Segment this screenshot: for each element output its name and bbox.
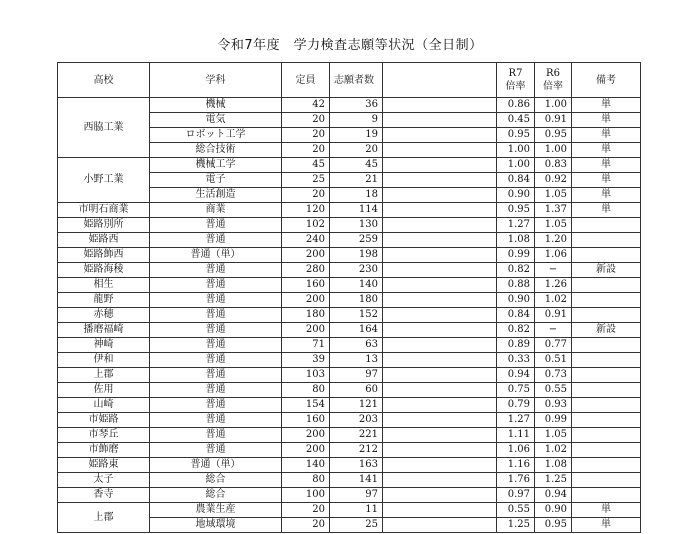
r6-ratio-cell: 0.99 xyxy=(535,413,572,428)
blank-cell xyxy=(383,428,497,443)
blank-cell xyxy=(383,188,497,203)
capacity-cell: 42 xyxy=(282,98,330,113)
note-cell: 単 xyxy=(572,518,641,533)
note-cell: 単 xyxy=(572,128,641,143)
applicants-cell: 121 xyxy=(330,398,383,413)
school-name: 市飾磨 xyxy=(58,443,150,458)
header-note: 備考 xyxy=(572,63,641,98)
school-name: 市明石商業 xyxy=(58,203,150,218)
dept-name: 普通 xyxy=(150,338,282,353)
note-cell: 単 xyxy=(572,98,641,113)
note-cell: 単 xyxy=(572,203,641,218)
note-cell: 単 xyxy=(572,143,641,158)
capacity-cell: 160 xyxy=(282,413,330,428)
applicants-cell: 203 xyxy=(330,413,383,428)
capacity-cell: 45 xyxy=(282,158,330,173)
capacity-cell: 200 xyxy=(282,293,330,308)
capacity-cell: 25 xyxy=(282,173,330,188)
applicants-cell: 19 xyxy=(330,128,383,143)
note-cell: 単 xyxy=(572,158,641,173)
table-row xyxy=(58,398,641,413)
applicants-cell: 21 xyxy=(330,173,383,188)
r7-ratio-cell: 1.00 xyxy=(497,143,535,158)
capacity-cell: 200 xyxy=(282,248,330,263)
r6-ratio-cell: 1.20 xyxy=(535,233,572,248)
blank-cell xyxy=(383,503,497,518)
r7-ratio-cell: 0.82 xyxy=(497,263,535,278)
r7-ratio-cell: 0.82 xyxy=(497,323,535,338)
school-name: 小野工業 xyxy=(58,158,150,203)
r7-ratio-cell: 0.84 xyxy=(497,308,535,323)
header-r7-ratio: R7 倍率 xyxy=(497,63,535,98)
r6-ratio-cell: 0.91 xyxy=(535,308,572,323)
header-applicants: 志願者数 xyxy=(330,63,383,98)
blank-cell xyxy=(383,308,497,323)
r7-ratio-cell: 0.95 xyxy=(497,203,535,218)
capacity-cell: 140 xyxy=(282,458,330,473)
dept-name: 普通 xyxy=(150,218,282,233)
table-row xyxy=(58,263,641,278)
header-row xyxy=(58,63,641,98)
applicants-cell: 164 xyxy=(330,323,383,338)
r6-ratio-cell: 0.73 xyxy=(535,368,572,383)
r7-ratio-cell: 0.89 xyxy=(497,338,535,353)
r6-ratio-cell: 1.08 xyxy=(535,458,572,473)
dept-name: 普通（単） xyxy=(150,458,282,473)
r7-ratio-cell: 1.16 xyxy=(497,458,535,473)
table-row xyxy=(58,248,641,263)
r6-ratio-cell: 1.02 xyxy=(535,443,572,458)
r7-ratio-cell: 1.00 xyxy=(497,158,535,173)
capacity-cell: 20 xyxy=(282,188,330,203)
table-row xyxy=(58,353,641,368)
table-row xyxy=(58,323,641,338)
r7-ratio-cell: 0.79 xyxy=(497,398,535,413)
applicants-cell: 18 xyxy=(330,188,383,203)
applicants-cell: 259 xyxy=(330,233,383,248)
r6-ratio-cell: − xyxy=(535,323,572,338)
blank-cell xyxy=(383,383,497,398)
school-name: 市琴丘 xyxy=(58,428,150,443)
blank-cell xyxy=(383,98,497,113)
table-row xyxy=(58,233,641,248)
dept-name: 機械 xyxy=(150,98,282,113)
capacity-cell: 180 xyxy=(282,308,330,323)
table-body xyxy=(58,98,641,533)
r6-ratio-cell: 0.94 xyxy=(535,488,572,503)
capacity-cell: 20 xyxy=(282,113,330,128)
capacity-cell: 200 xyxy=(282,323,330,338)
applicants-cell: 114 xyxy=(330,203,383,218)
applicants-cell: 11 xyxy=(330,503,383,518)
note-cell xyxy=(572,353,641,368)
table-row xyxy=(58,158,641,173)
dept-name: ロボット工学 xyxy=(150,128,282,143)
note-cell xyxy=(572,218,641,233)
r7-ratio-cell: 1.06 xyxy=(497,443,535,458)
note-cell xyxy=(572,488,641,503)
r6-ratio-cell: 0.77 xyxy=(535,338,572,353)
r6-ratio-cell: 0.92 xyxy=(535,173,572,188)
note-cell xyxy=(572,398,641,413)
dept-name: 普通 xyxy=(150,428,282,443)
blank-cell xyxy=(383,158,497,173)
note-cell xyxy=(572,278,641,293)
r6-ratio-cell: − xyxy=(535,263,572,278)
applicants-cell: 45 xyxy=(330,158,383,173)
capacity-cell: 71 xyxy=(282,338,330,353)
applicants-cell: 25 xyxy=(330,518,383,533)
r6-ratio-cell: 1.25 xyxy=(535,473,572,488)
school-name: 播磨福崎 xyxy=(58,323,150,338)
capacity-cell: 80 xyxy=(282,473,330,488)
blank-cell xyxy=(383,278,497,293)
r6-ratio-cell: 1.05 xyxy=(535,218,572,233)
applicants-cell: 180 xyxy=(330,293,383,308)
r6-ratio-cell: 0.95 xyxy=(535,518,572,533)
table-row xyxy=(58,488,641,503)
applicants-cell: 140 xyxy=(330,278,383,293)
capacity-cell: 100 xyxy=(282,488,330,503)
note-cell xyxy=(572,308,641,323)
r7-ratio-cell: 1.76 xyxy=(497,473,535,488)
r7-ratio-cell: 0.88 xyxy=(497,278,535,293)
note-cell: 単 xyxy=(572,188,641,203)
applicants-cell: 130 xyxy=(330,218,383,233)
dept-name: 普通 xyxy=(150,263,282,278)
school-name: 姫路別所 xyxy=(58,218,150,233)
r7-ratio-cell: 0.97 xyxy=(497,488,535,503)
blank-cell xyxy=(383,218,497,233)
applicants-cell: 36 xyxy=(330,98,383,113)
header-school: 高校 xyxy=(58,63,150,98)
r7-ratio-cell: 1.11 xyxy=(497,428,535,443)
header-capacity: 定員 xyxy=(282,63,330,98)
dept-name: 機械工学 xyxy=(150,158,282,173)
r6-ratio-cell: 0.93 xyxy=(535,398,572,413)
table-row xyxy=(58,458,641,473)
applications-table xyxy=(57,62,641,533)
r7-ratio-cell: 0.94 xyxy=(497,368,535,383)
blank-cell xyxy=(383,458,497,473)
dept-name: 生活創造 xyxy=(150,188,282,203)
r7-ratio-cell: 0.75 xyxy=(497,383,535,398)
dept-name: 普通 xyxy=(150,368,282,383)
school-name: 姫路西 xyxy=(58,233,150,248)
r7-ratio-cell: 1.25 xyxy=(497,518,535,533)
r6-ratio-cell: 0.55 xyxy=(535,383,572,398)
r7-ratio-cell: 1.08 xyxy=(497,233,535,248)
applicants-cell: 141 xyxy=(330,473,383,488)
school-name: 上郡 xyxy=(58,368,150,383)
r7-ratio-cell: 1.27 xyxy=(497,413,535,428)
dept-name: 農業生産 xyxy=(150,503,282,518)
applicants-cell: 163 xyxy=(330,458,383,473)
blank-cell xyxy=(383,413,497,428)
blank-cell xyxy=(383,353,497,368)
blank-cell xyxy=(383,293,497,308)
blank-cell xyxy=(383,398,497,413)
r7-ratio-cell: 0.45 xyxy=(497,113,535,128)
table-row xyxy=(58,368,641,383)
note-cell xyxy=(572,443,641,458)
note-cell: 単 xyxy=(572,113,641,128)
dept-name: 普通 xyxy=(150,308,282,323)
table-row xyxy=(58,293,641,308)
blank-cell xyxy=(383,473,497,488)
applicants-cell: 60 xyxy=(330,383,383,398)
table-row xyxy=(58,428,641,443)
capacity-cell: 20 xyxy=(282,128,330,143)
blank-cell xyxy=(383,368,497,383)
table-row xyxy=(58,98,641,113)
applicants-cell: 63 xyxy=(330,338,383,353)
capacity-cell: 160 xyxy=(282,278,330,293)
applicants-cell: 20 xyxy=(330,143,383,158)
blank-cell xyxy=(383,173,497,188)
capacity-cell: 20 xyxy=(282,143,330,158)
applicants-cell: 9 xyxy=(330,113,383,128)
note-cell: 単 xyxy=(572,503,641,518)
dept-name: 普通 xyxy=(150,443,282,458)
r7-ratio-cell: 0.84 xyxy=(497,173,535,188)
r7-ratio-cell: 0.90 xyxy=(497,188,535,203)
dept-name: 普通 xyxy=(150,383,282,398)
applicants-cell: 221 xyxy=(330,428,383,443)
table-row xyxy=(58,218,641,233)
r7-ratio-cell: 0.86 xyxy=(497,98,535,113)
r6-ratio-cell: 1.00 xyxy=(535,143,572,158)
school-name: 西脇工業 xyxy=(58,98,150,158)
blank-cell xyxy=(383,143,497,158)
school-name: 姫路飾西 xyxy=(58,248,150,263)
note-cell: 新設 xyxy=(572,263,641,278)
dept-name: 普通 xyxy=(150,398,282,413)
school-name: 香寺 xyxy=(58,488,150,503)
blank-cell xyxy=(383,203,497,218)
capacity-cell: 103 xyxy=(282,368,330,383)
applicants-cell: 212 xyxy=(330,443,383,458)
dept-name: 総合技術 xyxy=(150,143,282,158)
school-name: 姫路海稜 xyxy=(58,263,150,278)
header-r6-ratio: R6 倍率 xyxy=(535,63,572,98)
applicants-cell: 97 xyxy=(330,488,383,503)
blank-cell xyxy=(383,323,497,338)
school-name: 姫路東 xyxy=(58,458,150,473)
school-name: 相生 xyxy=(58,278,150,293)
r6-ratio-cell: 0.95 xyxy=(535,128,572,143)
blank-cell xyxy=(383,338,497,353)
note-cell: 単 xyxy=(572,173,641,188)
school-name: 神崎 xyxy=(58,338,150,353)
r6-ratio-cell: 0.90 xyxy=(535,503,572,518)
applicants-cell: 230 xyxy=(330,263,383,278)
dept-name: 普通 xyxy=(150,413,282,428)
header-blank xyxy=(383,63,497,98)
r6-ratio-cell: 1.37 xyxy=(535,203,572,218)
note-cell xyxy=(572,248,641,263)
dept-name: 総合 xyxy=(150,473,282,488)
r6-ratio-cell: 0.83 xyxy=(535,158,572,173)
applicants-cell: 13 xyxy=(330,353,383,368)
capacity-cell: 240 xyxy=(282,233,330,248)
r6-ratio-cell: 1.00 xyxy=(535,98,572,113)
dept-name: 普通 xyxy=(150,233,282,248)
capacity-cell: 20 xyxy=(282,503,330,518)
table-row xyxy=(58,203,641,218)
capacity-cell: 200 xyxy=(282,443,330,458)
note-cell xyxy=(572,428,641,443)
capacity-cell: 200 xyxy=(282,428,330,443)
table-row xyxy=(58,473,641,488)
table-row xyxy=(58,443,641,458)
note-cell xyxy=(572,413,641,428)
r6-ratio-cell: 1.05 xyxy=(535,188,572,203)
r6-ratio-cell: 0.51 xyxy=(535,353,572,368)
header-dept: 学科 xyxy=(150,63,282,98)
blank-cell xyxy=(383,518,497,533)
blank-cell xyxy=(383,248,497,263)
note-cell xyxy=(572,473,641,488)
dept-name: 普通 xyxy=(150,353,282,368)
school-name: 太子 xyxy=(58,473,150,488)
table-row xyxy=(58,503,641,518)
table-row xyxy=(58,413,641,428)
note-cell xyxy=(572,368,641,383)
table-row xyxy=(58,308,641,323)
blank-cell xyxy=(383,488,497,503)
note-cell xyxy=(572,383,641,398)
dept-name: 総合 xyxy=(150,488,282,503)
applicants-cell: 152 xyxy=(330,308,383,323)
dept-name: 普通 xyxy=(150,278,282,293)
r7-ratio-cell: 0.55 xyxy=(497,503,535,518)
dept-name: 普通（単） xyxy=(150,248,282,263)
blank-cell xyxy=(383,263,497,278)
table-row xyxy=(58,383,641,398)
school-name: 伊和 xyxy=(58,353,150,368)
table-row xyxy=(58,278,641,293)
school-name: 赤穂 xyxy=(58,308,150,323)
page-title: 令和7年度 学力検査志願等状況（全日制） xyxy=(217,38,483,53)
r6-ratio-cell: 1.06 xyxy=(535,248,572,263)
table-row xyxy=(58,338,641,353)
r7-ratio-cell: 0.90 xyxy=(497,293,535,308)
dept-name: 普通 xyxy=(150,323,282,338)
r6-ratio-cell: 1.26 xyxy=(535,278,572,293)
r6-ratio-cell: 1.02 xyxy=(535,293,572,308)
r7-ratio-cell: 0.95 xyxy=(497,128,535,143)
applicants-cell: 198 xyxy=(330,248,383,263)
capacity-cell: 102 xyxy=(282,218,330,233)
r6-ratio-cell: 1.05 xyxy=(535,428,572,443)
capacity-cell: 280 xyxy=(282,263,330,278)
dept-name: 電気 xyxy=(150,113,282,128)
dept-name: 商業 xyxy=(150,203,282,218)
r6-ratio-cell: 0.91 xyxy=(535,113,572,128)
r7-ratio-cell: 0.99 xyxy=(497,248,535,263)
r7-ratio-cell: 1.27 xyxy=(497,218,535,233)
capacity-cell: 154 xyxy=(282,398,330,413)
capacity-cell: 80 xyxy=(282,383,330,398)
dept-name: 地域環境 xyxy=(150,518,282,533)
school-name: 佐用 xyxy=(58,383,150,398)
school-name: 上郡 xyxy=(58,503,150,533)
blank-cell xyxy=(383,113,497,128)
applicants-cell: 97 xyxy=(330,368,383,383)
school-name: 山崎 xyxy=(58,398,150,413)
capacity-cell: 20 xyxy=(282,518,330,533)
capacity-cell: 39 xyxy=(282,353,330,368)
note-cell xyxy=(572,233,641,248)
note-cell xyxy=(572,338,641,353)
r7-ratio-cell: 0.33 xyxy=(497,353,535,368)
school-name: 龍野 xyxy=(58,293,150,308)
note-cell xyxy=(572,293,641,308)
school-name: 市姫路 xyxy=(58,413,150,428)
dept-name: 普通 xyxy=(150,293,282,308)
capacity-cell: 120 xyxy=(282,203,330,218)
blank-cell xyxy=(383,128,497,143)
blank-cell xyxy=(383,443,497,458)
note-cell xyxy=(572,458,641,473)
note-cell: 新設 xyxy=(572,323,641,338)
blank-cell xyxy=(383,233,497,248)
dept-name: 電子 xyxy=(150,173,282,188)
